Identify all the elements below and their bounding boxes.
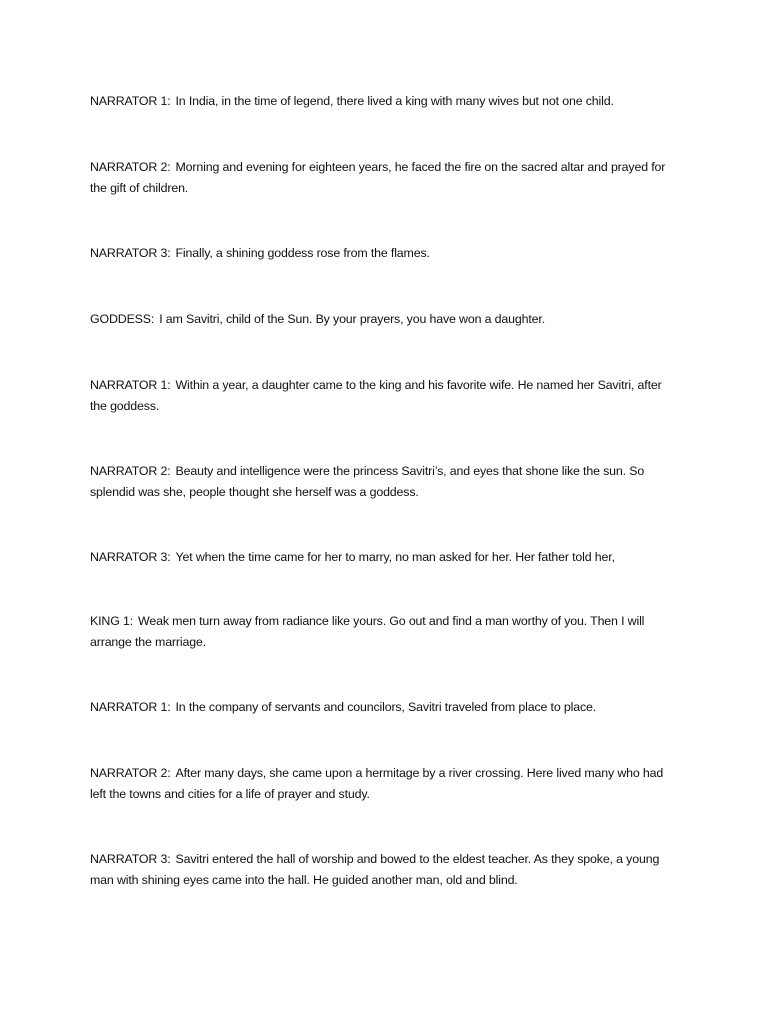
line-text: Savitri entered the hall of worship and bowed to the eldest teacher. As they spoke, a young man with shining eyes came into the hall. He guided another man, old and blind. — [90, 852, 660, 887]
line-text: Weak men turn away from radiance like yours. Go out and find a man worthy of you. Then I will arrange the marriage. — [90, 614, 645, 649]
speaker-label: NARRATOR 1: — [90, 378, 171, 392]
script-line — [90, 547, 680, 568]
speaker-label: GODDESS: — [90, 312, 155, 326]
script-line — [90, 91, 680, 112]
line-text: Finally, a shining goddess rose from the flames. — [175, 246, 430, 260]
speaker-label: NARRATOR 2: — [90, 464, 171, 478]
speaker-label: NARRATOR 1: — [90, 94, 171, 108]
line-text: Morning and evening for eighteen years, he faced the fire on the sacred altar and prayed for the gift of children. — [90, 160, 666, 195]
speaker-label: NARRATOR 2: — [90, 766, 171, 780]
speaker-label: NARRATOR 1: — [90, 700, 171, 714]
script-line — [90, 157, 680, 199]
script-line — [90, 697, 680, 718]
speaker-label: KING 1: — [90, 614, 134, 628]
script-line — [90, 461, 680, 503]
script-line — [90, 375, 680, 417]
line-text: Within a year, a daughter came to the king and his favorite wife. He named her Savitri, after the goddess. — [90, 378, 662, 413]
script-line — [90, 309, 680, 330]
script-line — [90, 243, 680, 264]
script-line — [90, 849, 680, 891]
speaker-label: NARRATOR 3: — [90, 550, 171, 564]
speaker-label: NARRATOR 2: — [90, 160, 171, 174]
line-text: Beauty and intelligence were the princess Savitri’s, and eyes that shone like the sun. So splendid was she, people thought she herself was a goddess. — [90, 464, 645, 499]
line-text: Yet when the time came for her to marry, no man asked for her. Her father told her, — [175, 550, 615, 564]
line-text: In the company of servants and councilors, Savitri traveled from place to place. — [175, 700, 597, 714]
line-text: In India, in the time of legend, there lived a king with many wives but not one child. — [175, 94, 614, 108]
speaker-label: NARRATOR 3: — [90, 246, 171, 260]
speaker-label: NARRATOR 3: — [90, 852, 171, 866]
line-text: I am Savitri, child of the Sun. By your prayers, you have won a daughter. — [159, 312, 545, 326]
script-line — [90, 763, 680, 805]
script-line — [90, 611, 680, 653]
line-text: After many days, she came upon a hermitage by a river crossing. Here lived many who had left the towns and cities for a life of prayer and study. — [90, 766, 664, 801]
